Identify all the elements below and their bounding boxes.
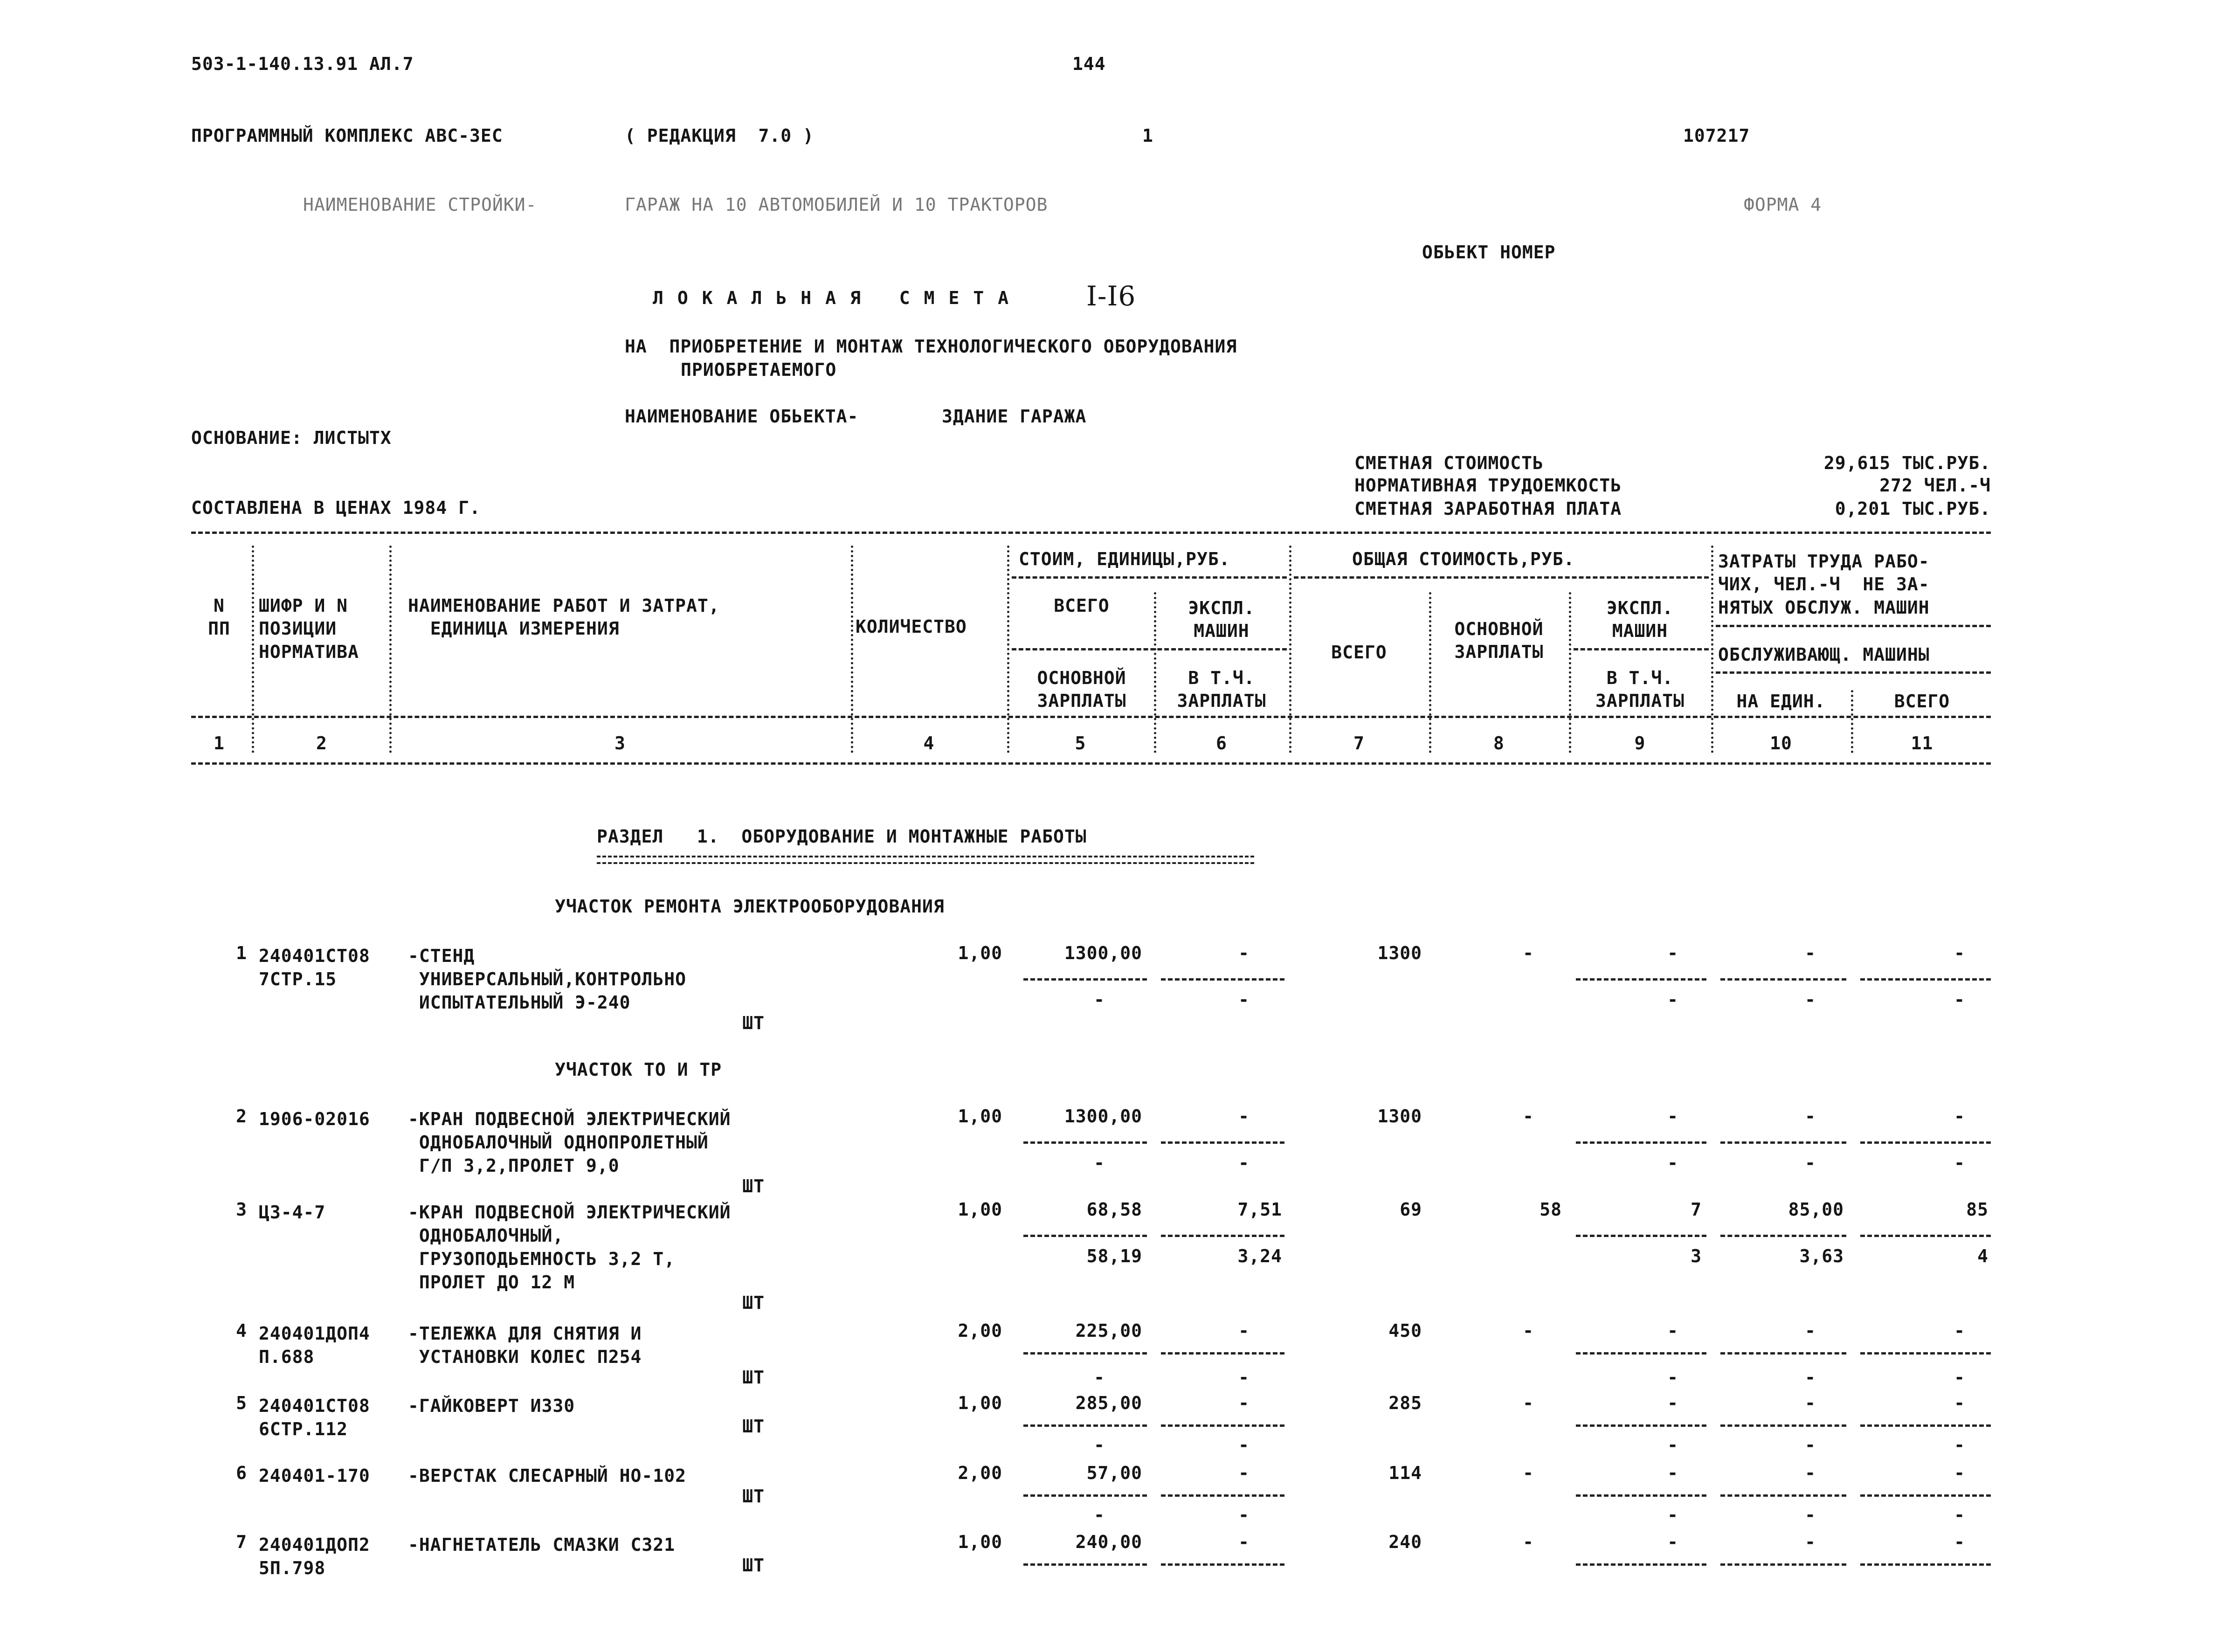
header-col-2: ШИФР И N ПОЗИЦИИ НОРМАТИВА	[259, 595, 359, 662]
row-quantity: 1,00	[958, 1393, 1002, 1413]
row-number: 6	[236, 1463, 247, 1483]
col-number-4: 4	[923, 733, 935, 753]
row-quantity: 1,00	[958, 1532, 1002, 1552]
row-name: -ВЕРСТАК СЛЕСАРНЫЙ НО-102	[408, 1465, 686, 1486]
row-labor-service-total: -	[1954, 1153, 1965, 1173]
header-col-8: ОСНОВНОЙ ЗАРПЛАТЫ	[1454, 619, 1544, 663]
row-total-machines: 7	[1691, 1199, 1702, 1220]
row-unit-total: 68,58	[1086, 1199, 1142, 1220]
construction-label: НАИМЕНОВАНИЕ СТРОЙКИ-	[303, 194, 537, 215]
row-unit-machine-wages: -	[1238, 989, 1250, 1010]
row-labor-service-total: -	[1954, 1367, 1965, 1388]
row-total: 240	[1388, 1532, 1422, 1552]
row-unit-machines: -	[1238, 1320, 1250, 1341]
row-unit-machines: -	[1238, 1532, 1250, 1552]
row-total-machine-wages: -	[1667, 1153, 1678, 1173]
row-divider	[1860, 978, 1991, 981]
row-divider	[1023, 1563, 1147, 1566]
row-divider	[1860, 1494, 1991, 1497]
section-title: РАЗДЕЛ 1. ОБОРУДОВАНИЕ И МОНТАЖНЫЕ РАБОТЫ	[597, 826, 1087, 847]
row-unit-machines: -	[1238, 1463, 1250, 1483]
row-quantity: 1,00	[958, 1106, 1002, 1127]
header-group-total-cost: ОБЩАЯ СТОИМОСТЬ,РУБ.	[1352, 549, 1575, 569]
row-unit: ШТ	[742, 1555, 765, 1576]
row-name: -КРАН ПОДВЕСНОЙ ЭЛЕКТРИЧЕСКИЙ ОДНОБАЛОЧНЫЙ, ГРУЗОПОДЬЕМНОСТЬ 3,2 Т, ПРОЛЕТ ДО 12 М	[408, 1202, 731, 1293]
row-labor-unit: -	[1805, 1106, 1816, 1127]
row-labor-unit: -	[1805, 1393, 1816, 1413]
prices-basis: СОСТАВЛЕНА В ЦЕНАХ 1984 Г.	[191, 498, 481, 518]
row-total-machine-wages: -	[1667, 1367, 1678, 1388]
row-unit-total: 285,00	[1075, 1393, 1142, 1413]
header-col-5-top: ВСЕГО	[1054, 595, 1110, 616]
summary-value-labor: 272 ЧЕЛ.-Ч	[1879, 475, 1991, 496]
row-divider	[1161, 1235, 1284, 1237]
col-number-3: 3	[614, 733, 626, 753]
row-divider	[1576, 1424, 1706, 1427]
row-total-wages: -	[1523, 1393, 1534, 1413]
row-total-machines: -	[1667, 1532, 1678, 1552]
col-number-10: 10	[1770, 733, 1792, 753]
numbers-bottom-rule	[191, 762, 1991, 765]
row-divider	[1161, 1141, 1284, 1144]
document-id: 107217	[1683, 125, 1750, 146]
row-unit: ШТ	[742, 1293, 765, 1313]
row-name: -КРАН ПОДВЕСНОЙ ЭЛЕКТРИЧЕСКИЙ ОДНОБАЛОЧНЫЙ ОДНОПРОЛЕТНЫЙ Г/П 3,2,ПРОЛЕТ 9,0	[408, 1109, 731, 1176]
row-code: 240401СТ08 7СТР.15	[259, 946, 370, 990]
header-col-9-top: ЭКСПЛ. МАШИН	[1606, 598, 1674, 642]
form-label: ФОРМА 4	[1744, 194, 1822, 215]
basis: ОСНОВАНИЕ: ЛИСТЫТХ	[191, 428, 392, 448]
row-divider	[1576, 1563, 1706, 1566]
row-unit-total: 240,00	[1075, 1532, 1142, 1552]
col-number-8: 8	[1493, 733, 1505, 753]
estimate-subtitle-line1: НА ПРИОБРЕТЕНИЕ И МОНТАЖ ТЕХНОЛОГИЧЕСКОГО ОБОРУДОВАНИЯ	[625, 336, 1237, 357]
header-col-4: КОЛИЧЕСТВО	[856, 616, 967, 637]
row-number: 1	[236, 943, 247, 963]
row-total: 450	[1388, 1320, 1422, 1341]
row-unit: ШТ	[742, 1486, 765, 1507]
header-bottom-rule	[191, 716, 1991, 718]
row-unit-total: 57,00	[1086, 1463, 1142, 1483]
row-unit-total: 225,00	[1075, 1320, 1142, 1341]
row-code: 240401-170	[259, 1465, 370, 1486]
row-unit-wages: -	[1094, 989, 1105, 1010]
group3-rule-a	[1716, 625, 1991, 627]
header-col-1: N ПП	[208, 595, 230, 639]
row-divider	[1576, 1141, 1706, 1144]
row-divider	[1720, 1424, 1846, 1427]
row-labor-unit: -	[1805, 1320, 1816, 1341]
row-divider	[1720, 1235, 1846, 1237]
header-col-9-bottom: В Т.Ч. ЗАРПЛАТЫ	[1595, 668, 1685, 712]
row-unit-wages: -	[1094, 1367, 1105, 1388]
row-unit-wages: -	[1094, 1505, 1105, 1525]
row-divider	[1720, 1141, 1846, 1144]
row-divider	[1860, 1235, 1991, 1237]
row-total-machine-wages: -	[1667, 1505, 1678, 1525]
row-labor-total: -	[1954, 943, 1965, 963]
row-labor-service-unit: -	[1805, 1367, 1816, 1388]
row-total-machines: -	[1667, 1393, 1678, 1413]
row-number: 5	[236, 1393, 247, 1413]
row-labor-service-unit: -	[1805, 1435, 1816, 1455]
sheet-number: 1	[1142, 125, 1153, 146]
row-code: 240401ДОП2 5П.798	[259, 1534, 370, 1579]
row-labor-unit: -	[1805, 943, 1816, 963]
group3-rule-b	[1716, 671, 1991, 674]
row-unit-wages: -	[1094, 1435, 1105, 1455]
summary-label-wages: СМЕТНАЯ ЗАРАБОТНАЯ ПЛАТА	[1354, 498, 1622, 519]
row-divider	[1161, 978, 1284, 981]
group2-mid-rule	[1574, 648, 1709, 650]
row-total: 285	[1388, 1393, 1422, 1413]
header-col-6-bottom: В Т.Ч. ЗАРПЛАТЫ	[1177, 668, 1266, 712]
doc-code: 503-1-140.13.91 АЛ.7	[191, 54, 414, 74]
estimate-title: ЛОКАЛЬНАЯ СМЕТА	[653, 288, 1023, 308]
row-labor-service-unit: -	[1805, 989, 1816, 1010]
row-quantity: 2,00	[958, 1463, 1002, 1483]
object-label: НАИМЕНОВАНИЕ ОБЬЕКТА-	[625, 406, 859, 427]
row-divider	[1860, 1352, 1991, 1355]
group2-rule	[1294, 576, 1709, 579]
row-quantity: 1,00	[958, 1199, 1002, 1220]
row-unit-total: 1300,00	[1064, 943, 1142, 963]
row-total-wages: 58	[1540, 1199, 1562, 1220]
row-total-wages: -	[1523, 1106, 1534, 1127]
row-divider	[1860, 1563, 1991, 1566]
object-number: ОБЬЕКТ НОМЕР	[1422, 242, 1556, 263]
row-labor-service-unit: 3,63	[1799, 1246, 1844, 1266]
row-unit: ШТ	[742, 1367, 765, 1388]
row-labor-total: -	[1954, 1463, 1965, 1483]
row-divider	[1023, 1141, 1147, 1144]
row-labor-unit: -	[1805, 1532, 1816, 1552]
row-divider	[1720, 1494, 1846, 1497]
row-total: 1300	[1377, 943, 1422, 963]
row-total-wages: -	[1523, 1320, 1534, 1341]
col-number-5: 5	[1075, 733, 1086, 753]
row-total-machines: -	[1667, 1463, 1678, 1483]
col-sep-7	[1429, 592, 1431, 753]
col-number-11: 11	[1911, 733, 1933, 753]
row-divider	[1161, 1563, 1284, 1566]
row-total-machine-wages: -	[1667, 989, 1678, 1010]
row-unit-wages: 58,19	[1086, 1246, 1142, 1266]
row-unit-machines: -	[1238, 1106, 1250, 1127]
row-unit-machine-wages: -	[1238, 1153, 1250, 1173]
col-sep-2	[389, 546, 392, 753]
row-total-wages: -	[1523, 1532, 1534, 1552]
row-quantity: 2,00	[958, 1320, 1002, 1341]
row-number: 2	[236, 1106, 247, 1127]
header-col-10: НА ЕДИН.	[1736, 691, 1826, 712]
group1-rule	[1012, 576, 1287, 579]
row-total-machine-wages: 3	[1691, 1246, 1702, 1266]
col-number-1: 1	[214, 733, 225, 753]
program-edition: ( РЕДАКЦИЯ 7.0 )	[625, 125, 814, 146]
row-code: Ц3-4-7	[259, 1202, 326, 1223]
header-group-labor-mid: ОБСЛУЖИВАЮЩ. МАШИНЫ	[1718, 644, 1930, 665]
row-labor-service-total: -	[1954, 1505, 1965, 1525]
section-underline	[597, 856, 1254, 864]
subsection-electrical: УЧАСТОК РЕМОНТА ЭЛЕКТРООБОРУДОВАНИЯ	[555, 896, 945, 917]
row-labor-service-total: -	[1954, 989, 1965, 1010]
row-labor-service-unit: -	[1805, 1153, 1816, 1173]
row-total-machines: -	[1667, 1320, 1678, 1341]
row-unit: ШТ	[742, 1013, 765, 1033]
summary-label-labor: НОРМАТИВНАЯ ТРУДОЕМКОСТЬ	[1354, 475, 1622, 496]
header-col-6-top: ЭКСПЛ. МАШИН	[1188, 598, 1255, 642]
header-col-7: ВСЕГО	[1331, 642, 1387, 663]
row-divider	[1023, 978, 1147, 981]
group1-mid-rule	[1012, 648, 1287, 650]
row-divider	[1576, 1235, 1706, 1237]
col-number-7: 7	[1353, 733, 1365, 753]
row-total-machine-wages: -	[1667, 1435, 1678, 1455]
row-code: 1906-02016	[259, 1109, 370, 1129]
row-unit-machines: -	[1238, 1393, 1250, 1413]
row-divider	[1720, 1563, 1846, 1566]
row-divider	[1023, 1352, 1147, 1355]
row-divider	[1860, 1424, 1991, 1427]
row-total-wages: -	[1523, 943, 1534, 963]
row-labor-total: 85	[1966, 1199, 1988, 1220]
row-quantity: 1,00	[958, 943, 1002, 963]
row-divider	[1576, 1494, 1706, 1497]
summary-value-wages: 0,201 ТЫС.РУБ.	[1835, 498, 1991, 519]
col-sep-3	[851, 546, 853, 753]
row-unit-machines: -	[1238, 943, 1250, 963]
row-total: 1300	[1377, 1106, 1422, 1127]
estimate-subtitle-line2: ПРИОБРЕТАЕМОГО	[681, 359, 837, 380]
col-sep-1	[252, 546, 254, 753]
row-divider	[1023, 1494, 1147, 1497]
row-labor-service-total: -	[1954, 1435, 1965, 1455]
header-col-3: НАИМЕНОВАНИЕ РАБОТ И ЗАТРАТ, ЕДИНИЦА ИЗМЕРЕНИЯ	[408, 595, 720, 639]
row-divider	[1720, 1352, 1846, 1355]
program-name: ПРОГРАММНЫЙ КОМПЛЕКС АВС-3ЕС	[191, 125, 503, 146]
row-unit: ШТ	[742, 1416, 765, 1437]
row-divider	[1576, 978, 1706, 981]
row-name: -НАГНЕТАТЕЛЬ СМАЗКИ С321	[408, 1534, 676, 1555]
handwritten-estimate-number: I-I6	[1086, 280, 1136, 312]
row-total-machines: -	[1667, 1106, 1678, 1127]
page-number: 144	[1072, 54, 1106, 74]
row-total-machines: -	[1667, 943, 1678, 963]
col-sep-4	[1007, 546, 1009, 753]
subsection-maintenance: УЧАСТОК ТО И ТР	[555, 1059, 722, 1080]
row-divider	[1023, 1424, 1147, 1427]
row-labor-unit: -	[1805, 1463, 1816, 1483]
row-code: 240401СТ08 6СТР.112	[259, 1396, 370, 1440]
row-divider	[1720, 978, 1846, 981]
row-divider	[1860, 1141, 1991, 1144]
row-unit: ШТ	[742, 1176, 765, 1196]
row-total: 69	[1400, 1199, 1422, 1220]
row-labor-total: -	[1954, 1532, 1965, 1552]
row-labor-service-total: 4	[1977, 1246, 1988, 1266]
header-top-rule	[191, 532, 1991, 534]
row-name: -ТЕЛЕЖКА ДЛЯ СНЯТИЯ И УСТАНОВКИ КОЛЕС П254	[408, 1323, 642, 1368]
col-number-9: 9	[1634, 733, 1646, 753]
row-divider	[1161, 1352, 1284, 1355]
row-labor-total: -	[1954, 1320, 1965, 1341]
col-number-6: 6	[1216, 733, 1227, 753]
row-code: 240401ДОП4 П.688	[259, 1323, 370, 1368]
row-unit-machine-wages: -	[1238, 1505, 1250, 1525]
header-group-labor: ЗАТРАТЫ ТРУДА РАБО- ЧИХ, ЧЕЛ.-Ч НЕ ЗА- НЯТЫХ ОБСЛУЖ. МАШИН	[1718, 551, 1930, 618]
summary-label-cost: СМЕТНАЯ СТОИМОСТЬ	[1354, 453, 1544, 473]
row-divider	[1576, 1352, 1706, 1355]
row-unit-machine-wages: 3,24	[1237, 1246, 1282, 1266]
row-name: -СТЕНД УНИВЕРСАЛЬНЫЙ,КОНТРОЛЬНО ИСПЫТАТЕЛЬНЫЙ Э-240	[408, 946, 686, 1013]
row-unit-machines: 7,51	[1237, 1199, 1282, 1220]
row-labor-total: -	[1954, 1106, 1965, 1127]
row-unit-wages: -	[1094, 1153, 1105, 1173]
col-sep-9	[1711, 546, 1713, 753]
object-name: ЗДАНИЕ ГАРАЖА	[942, 406, 1087, 427]
header-group-unit-cost: СТОИМ, ЕДИНИЦЫ,РУБ.	[1019, 549, 1230, 569]
construction-name: ГАРАЖ НА 10 АВТОМОБИЛЕЙ И 10 ТРАКТОРОВ	[625, 194, 1048, 215]
row-divider	[1023, 1235, 1147, 1237]
row-divider	[1161, 1494, 1284, 1497]
header-col-5-bottom: ОСНОВНОЙ ЗАРПЛАТЫ	[1037, 668, 1126, 712]
row-labor-service-unit: -	[1805, 1505, 1816, 1525]
col-number-2: 2	[316, 733, 327, 753]
row-total: 114	[1388, 1463, 1422, 1483]
row-number: 3	[236, 1199, 247, 1220]
row-labor-total: -	[1954, 1393, 1965, 1413]
row-labor-unit: 85,00	[1788, 1199, 1844, 1220]
row-name: -ГАЙКОВЕРТ И330	[408, 1396, 575, 1416]
row-number: 4	[236, 1320, 247, 1341]
row-unit-machine-wages: -	[1238, 1367, 1250, 1388]
row-unit-machine-wages: -	[1238, 1435, 1250, 1455]
summary-value-cost: 29,615 ТЫС.РУБ.	[1823, 453, 1991, 473]
row-unit-total: 1300,00	[1064, 1106, 1142, 1127]
row-number: 7	[236, 1532, 247, 1552]
row-divider	[1161, 1424, 1284, 1427]
row-total-wages: -	[1523, 1463, 1534, 1483]
header-col-11: ВСЕГО	[1894, 691, 1950, 712]
